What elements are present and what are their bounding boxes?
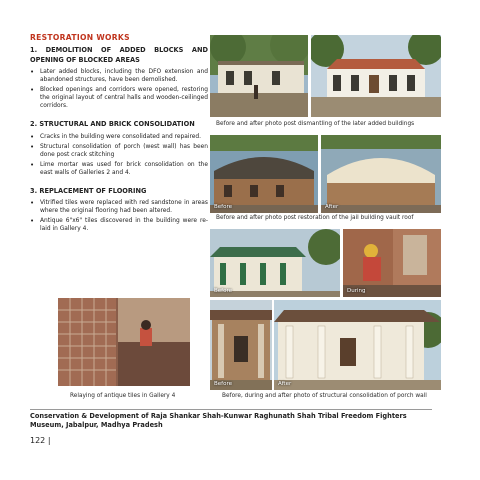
page-number: 122 | xyxy=(30,436,51,445)
photo-room-during xyxy=(343,229,441,297)
photo-tag: Before xyxy=(214,381,232,387)
section3-bullets xyxy=(30,199,208,233)
section1-title: 1. DEMOLITION OF ADDED BLOCKS AND OPENING OF BLOCKED AREAS xyxy=(30,46,208,64)
caption-porch: Before, during and after photo of structural consolidation of porch wall xyxy=(222,393,427,399)
photo-vault-before xyxy=(210,135,318,213)
photo-tag: After xyxy=(278,381,292,387)
bullet-item: • Antique 6"x6" tiles discovered in the building were re-laid in Gallery 4. xyxy=(30,217,208,233)
bullet-item: • Cracks in the building were consolidated and repaired. xyxy=(30,133,208,141)
section3-title: 3. REPLACEMENT OF FLOORING xyxy=(30,186,147,195)
photo-vault-after xyxy=(321,135,441,213)
bullet-item: • Later added blocks, including the DFO extension and abandoned structures, have been demolished. xyxy=(30,68,208,84)
caption-dismantling: Before and after photo post dismantling of the later added buildings xyxy=(216,121,415,127)
section2-title: 2. STRUCTURAL AND BRICK CONSOLIDATION xyxy=(30,120,195,129)
photo-antique-tiles xyxy=(58,298,190,386)
photo-room-before xyxy=(210,229,340,297)
footer-title xyxy=(30,412,430,430)
section1-bullets xyxy=(30,68,208,110)
photo-tag: Before xyxy=(214,204,232,210)
section2-bullets xyxy=(30,133,208,177)
bullet-item: • Lime mortar was used for brick consolidation on the east walls of Galleries 2 and 4. xyxy=(30,161,208,177)
photo-porch-after xyxy=(274,300,441,390)
caption-vault: Before and after photo post restoration of the jail building vault roof xyxy=(216,215,414,221)
photo-tag: Before xyxy=(214,288,232,294)
photo-porch-before xyxy=(210,300,272,390)
footer-divider xyxy=(30,409,432,410)
bullet-item: • Structural consolidation of porch (west wall) has been done post crack stitching xyxy=(30,143,208,159)
footer-title-line: Conservation & Development of Raja Shankar Shah-Kunwar Raghunath Shah Tribal Freedom Fighters xyxy=(30,412,407,420)
photo-demolition-before xyxy=(210,35,308,117)
caption-tiles: Relaying of antique tiles in Gallery 4 xyxy=(70,393,176,399)
photo-tag: During xyxy=(347,288,366,294)
photo-tag: After xyxy=(325,204,339,210)
bullet-item: • Vitrified tiles were replaced with red sandstone in areas where the original flooring had been altered. xyxy=(30,199,208,215)
bullet-item: • Blocked openings and corridors were opened, restoring the original layout of central halls and wooden-ceilinged corridors. xyxy=(30,86,208,110)
photo-demolition-after xyxy=(311,35,441,117)
text-column xyxy=(30,33,208,235)
section-heading: RESTORATION WORKS xyxy=(30,33,130,42)
footer-title-line: Museum, Jabalpur, Madhya Pradesh xyxy=(30,421,163,429)
